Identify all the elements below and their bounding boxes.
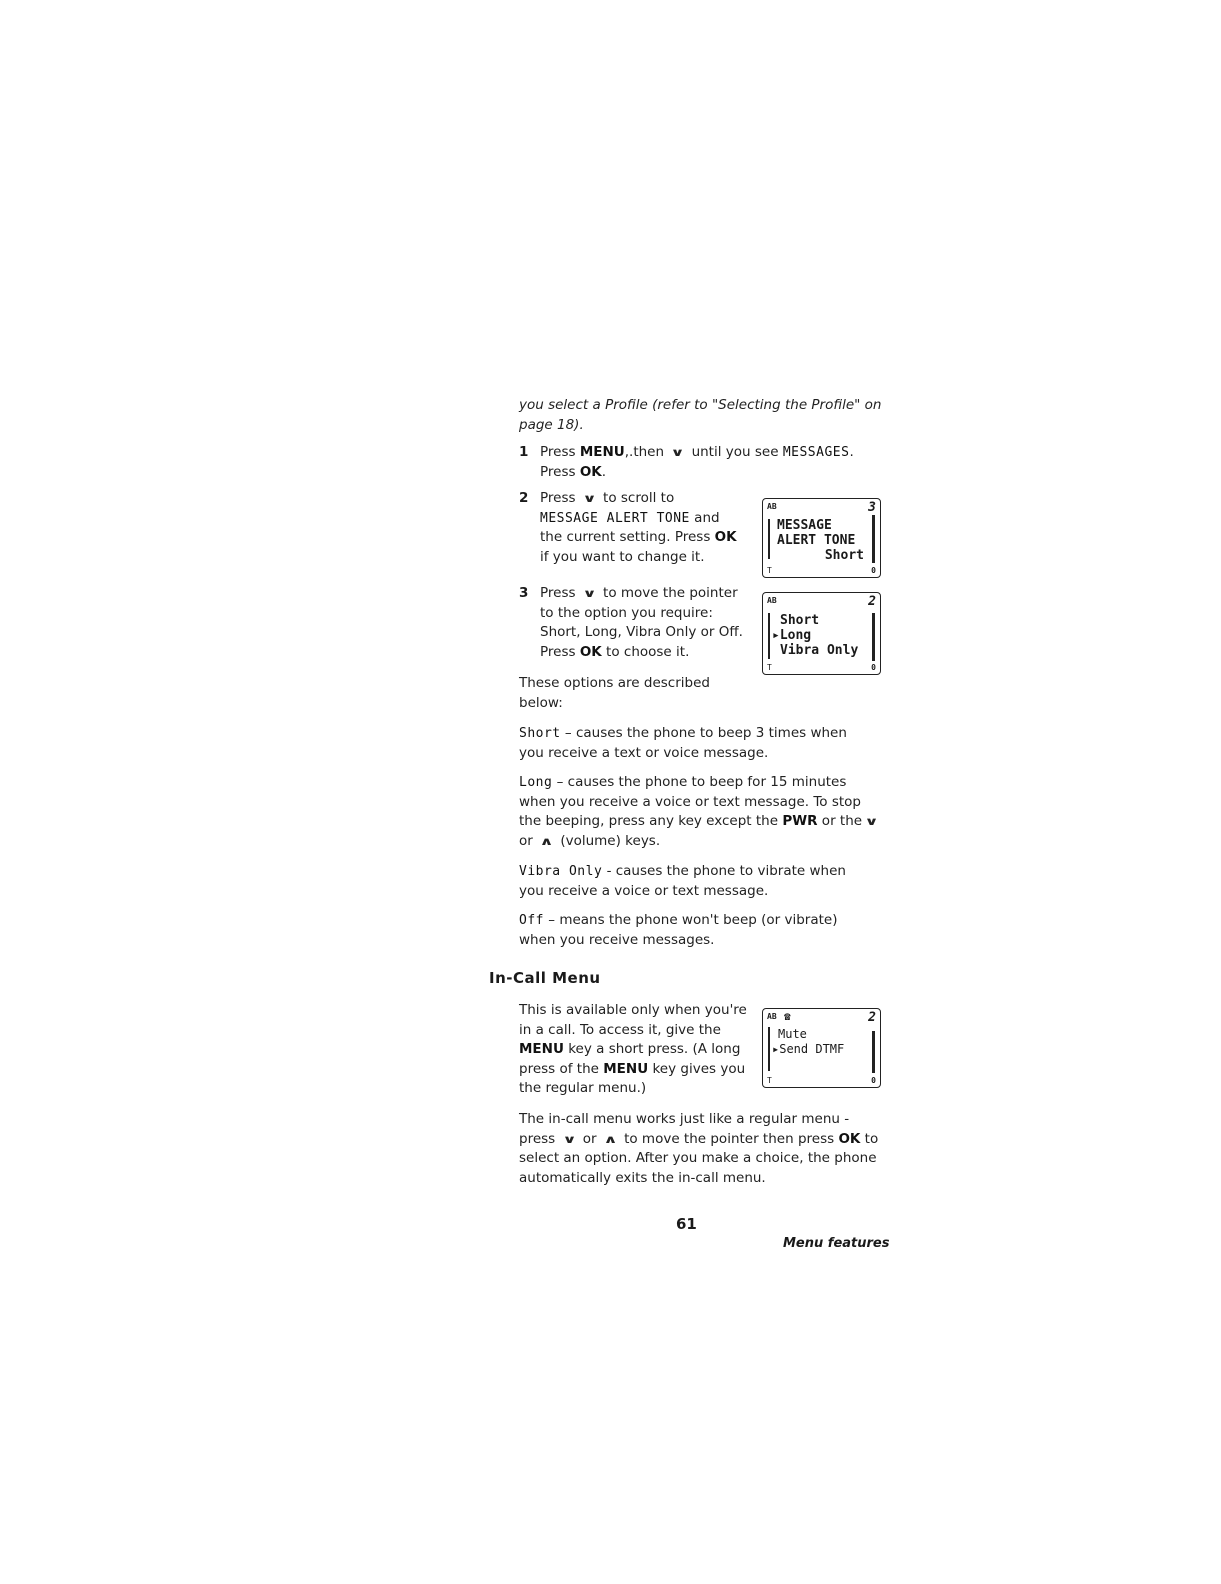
scroll-bar-left (768, 613, 770, 659)
text: in a call. To access it, give the (519, 1021, 721, 1038)
text: or the (817, 813, 863, 829)
text: automatically exits the in-call menu. (519, 1169, 766, 1186)
text: you receive a text or voice message. (519, 744, 769, 761)
text: . (849, 444, 854, 460)
display-line: ALERT TONE (777, 533, 856, 548)
incall-description (519, 1001, 747, 1099)
text: Press (540, 643, 580, 660)
text: This is available only when you're (519, 1002, 747, 1018)
scroll-down-icon: ∨ (582, 587, 597, 600)
text: Press (540, 585, 580, 601)
ok-key-label: OK (579, 643, 602, 660)
phone-display-message-alert (762, 498, 881, 578)
text: key a short press. (A long (563, 1041, 741, 1057)
display-indicator: T (767, 566, 772, 575)
ok-key-label: OK (714, 529, 737, 545)
scroll-down-icon: ∨ (670, 446, 685, 459)
display-line: MESSAGE (777, 518, 832, 533)
display-line: Mute (778, 1027, 807, 1041)
display-indicator: T (767, 663, 772, 672)
text: you receive a voice or text message. (519, 882, 769, 899)
text: . (601, 463, 607, 480)
display-indicator: 2 (868, 594, 876, 609)
phone-handset-icon: ☎ (784, 1010, 791, 1023)
text: key gives you (648, 1060, 746, 1077)
text: or (519, 832, 538, 849)
phone-display-incall (762, 1008, 881, 1088)
scroll-down-icon: ∨ (582, 492, 597, 505)
display-indicator: 0 (871, 1076, 876, 1085)
display-line: Vibra Only (780, 643, 859, 658)
text: when you receive messages. (519, 931, 715, 948)
display-indicator: 3 (868, 500, 876, 515)
section-heading: In-Call Menu (489, 969, 601, 987)
text: – causes the phone to beep 3 times when (560, 725, 847, 741)
display-text: MESSAGE ALERT TONE (540, 510, 690, 526)
intro-line: you select a Profile (refer to "Selecting the Profile" on (519, 397, 882, 413)
text: until you see (687, 444, 783, 460)
scroll-bar-right (872, 1031, 875, 1073)
intro-line: page 18). (519, 416, 584, 433)
option-off (519, 911, 837, 950)
incall-usage (519, 1110, 878, 1188)
option-name: Off (519, 913, 544, 928)
text: the current setting. Press (540, 529, 715, 545)
scroll-bar-left (768, 1027, 770, 1071)
display-line: ▸Long (772, 628, 812, 643)
option-vibra-only (519, 862, 846, 901)
section-title: Menu features (783, 1236, 890, 1251)
ok-key-label: OK (838, 1130, 861, 1147)
option-name: Vibra Only (519, 864, 603, 879)
text: – causes the phone to beep for 15 minutes (552, 774, 847, 790)
display-indicator: 0 (871, 566, 876, 575)
display-line: Short (824, 548, 864, 563)
option-long (519, 773, 881, 851)
text: to scroll to (598, 490, 675, 506)
text: to move the pointer (598, 585, 738, 601)
option-name: Short (519, 726, 561, 741)
text: Press (540, 444, 580, 460)
ok-key-label: OK (579, 463, 602, 480)
display-indicator: 2 (868, 1010, 876, 1025)
text: the regular menu.) (519, 1080, 647, 1096)
text: to (860, 1130, 879, 1147)
text: below: (519, 694, 563, 711)
menu-key-label: MENU (519, 1041, 564, 1057)
step-2-text (540, 489, 737, 567)
text: or (578, 1130, 601, 1147)
scroll-up-icon: ∧ (539, 834, 554, 848)
text: when you receive a voice or text message. To stop (519, 793, 862, 810)
pwr-key-label: PWR (782, 813, 818, 829)
text: Short, Long, Vibra Only or Off. (540, 624, 743, 640)
phone-display-options (762, 592, 881, 675)
step-number: 1 (519, 444, 529, 460)
text: The in-call menu works just like a regular menu - (519, 1111, 850, 1127)
step-number: 3 (519, 585, 529, 601)
intro-paragraph (519, 396, 881, 435)
menu-key-label: MENU (603, 1060, 649, 1077)
scroll-bar-left (768, 519, 770, 559)
text: and (689, 509, 720, 526)
step-1-text (540, 443, 854, 482)
display-indicator: AB (767, 596, 777, 605)
text: Press (540, 490, 580, 506)
text: press (519, 1130, 560, 1147)
menu-key-label: MENU (579, 444, 625, 460)
display-line: ▸Send DTMF (772, 1042, 845, 1056)
text: ,.then (624, 444, 669, 460)
text: to the option you require: (540, 604, 713, 621)
text: - causes the phone to vibrate when (602, 863, 846, 879)
option-name: Long (519, 775, 553, 790)
step-number: 2 (519, 490, 529, 506)
display-indicator: AB (767, 502, 777, 511)
text: These options are described (519, 675, 710, 691)
text: – means the phone won't beep (or vibrate) (543, 912, 838, 928)
text: select an option. After you make a choice, the phone (519, 1150, 877, 1166)
text: Press (540, 463, 580, 480)
scroll-down-icon: ∨ (864, 815, 879, 828)
display-line: Short (780, 613, 820, 628)
scroll-bar-right (872, 515, 875, 563)
display-text: MESSAGES (782, 445, 850, 460)
text: if you want to change it. (540, 548, 705, 565)
text: to move the pointer then press (619, 1130, 839, 1147)
scroll-bar-right (872, 613, 875, 661)
scroll-down-icon: ∨ (561, 1132, 577, 1146)
text: press of the (519, 1060, 604, 1077)
display-indicator: T (767, 1076, 772, 1085)
display-indicator: 0 (871, 663, 876, 672)
options-intro (519, 674, 710, 713)
display-indicator: AB (767, 1012, 777, 1021)
scroll-up-icon: ∧ (603, 1132, 618, 1146)
option-short (519, 724, 847, 763)
text: the beeping, press any key except the (519, 813, 783, 829)
text: (volume) keys. (556, 832, 661, 849)
page-number: 61 (676, 1215, 697, 1233)
text: to choose it. (601, 643, 690, 660)
step-3-text (540, 584, 743, 662)
